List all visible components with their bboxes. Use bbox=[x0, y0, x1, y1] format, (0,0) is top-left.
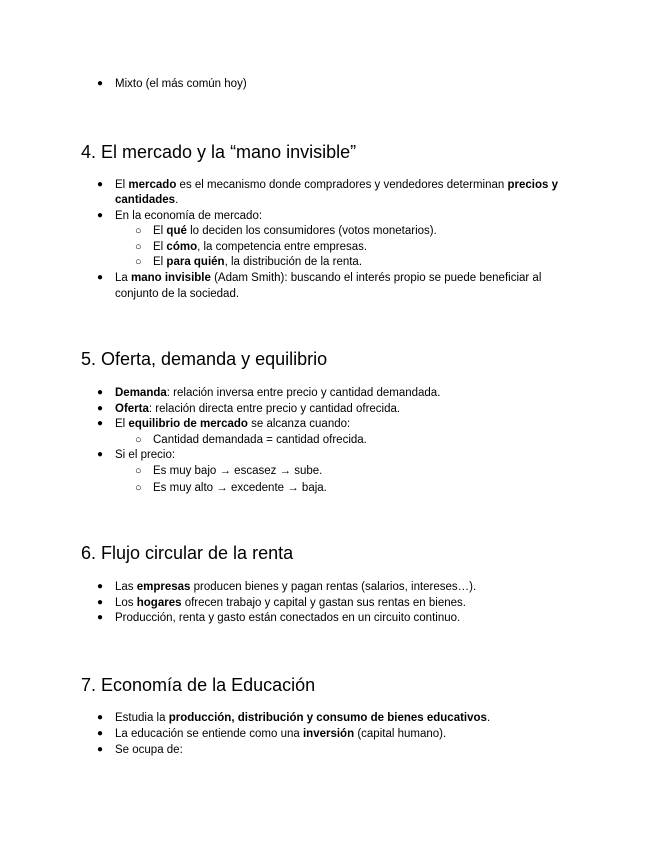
bullet: ● bbox=[97, 179, 104, 190]
sub-list-item: El cómo, la competencia entre empresas. bbox=[153, 241, 368, 253]
sub-list-item: El qué lo deciden los consumidores (votos monetarios). bbox=[153, 225, 437, 237]
list-item: Los hogares ofrecen trabajo y capital y gastan sus rentas en bienes. bbox=[115, 597, 466, 609]
list-item: Estudia la producción, distribución y consumo de bienes educativos. bbox=[115, 712, 491, 724]
section-heading-5: 5. Oferta, demanda y equilibrio bbox=[81, 349, 328, 369]
list-item: En la economía de mercado: bbox=[115, 210, 263, 222]
list-item: Las empresas producen bienes y pagan rentas (salarios, intereses…). bbox=[115, 581, 477, 593]
sub-bullet: ○ bbox=[135, 225, 142, 237]
list-item: El equilibrio de mercado se alcanza cuando: bbox=[115, 418, 351, 430]
list-item: Si el precio: bbox=[115, 449, 176, 461]
sub-bullet: ○ bbox=[135, 465, 142, 477]
list-item: El mercado es el mecanismo donde compradores y vendedores determinan precios y bbox=[115, 179, 558, 191]
sub-list-item: Cantidad demandada = cantidad ofrecida. bbox=[153, 434, 367, 446]
bullet: ● bbox=[97, 728, 104, 739]
section-heading-4: 4. El mercado y la “mano invisible” bbox=[81, 142, 357, 162]
sub-list-item: El para quién, la distribución de la renta. bbox=[153, 256, 363, 268]
bullet: ● bbox=[97, 612, 104, 623]
bullet: ● bbox=[97, 712, 104, 723]
sub-list-item: Es muy alto → excedente → baja. bbox=[153, 482, 327, 494]
bullet: ● bbox=[97, 744, 104, 755]
bullet: ● bbox=[97, 272, 104, 283]
sub-bullet: ○ bbox=[135, 256, 142, 268]
bullet: ● bbox=[97, 387, 104, 398]
bullet: ● bbox=[97, 418, 104, 429]
list-item: Producción, renta y gasto están conectados en un circuito continuo. bbox=[115, 612, 461, 624]
list-item: La educación se entiende como una inversión (capital humano). bbox=[115, 728, 447, 740]
bullet: ● bbox=[97, 597, 104, 608]
list-item: Oferta: relación directa entre precio y cantidad ofrecida. bbox=[115, 403, 401, 415]
section-heading-6: 6. Flujo circular de la renta bbox=[81, 543, 294, 563]
bullet: ● bbox=[97, 403, 104, 414]
section-heading-7: 7. Economía de la Educación bbox=[81, 675, 316, 695]
sub-list-item: Es muy bajo → escasez → sube. bbox=[153, 465, 323, 477]
bullet: ● bbox=[97, 449, 104, 460]
list-item: Demanda: relación inversa entre precio y cantidad demandada. bbox=[115, 387, 441, 399]
bullet: ● bbox=[97, 78, 104, 89]
list-item: Se ocupa de: bbox=[115, 744, 183, 756]
list-item: Mixto (el más común hoy) bbox=[115, 78, 247, 90]
bullet: ● bbox=[97, 210, 104, 221]
list-item: La mano invisible (Adam Smith): buscando el interés propio se puede beneficiar al bbox=[115, 272, 542, 284]
sub-bullet: ○ bbox=[135, 482, 142, 494]
sub-bullet: ○ bbox=[135, 434, 142, 446]
bullet: ● bbox=[97, 581, 104, 592]
list-item-continuation: cantidades. bbox=[115, 194, 179, 206]
list-item-continuation: conjunto de la sociedad. bbox=[115, 288, 240, 300]
sub-bullet: ○ bbox=[135, 241, 142, 253]
